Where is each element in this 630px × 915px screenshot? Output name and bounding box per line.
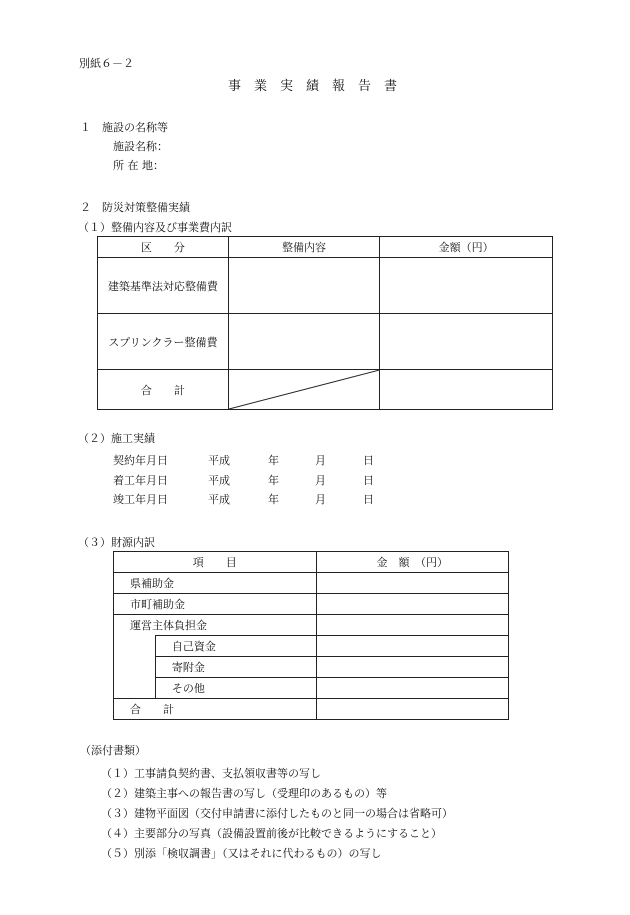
year-label: 年 [268,474,279,487]
table-row [114,678,509,699]
facility-name-label: 施設名称： [113,140,168,153]
completion-date-label: 竣工年月日 [113,493,168,506]
expense-breakdown-table [97,236,553,410]
header-category: 区 分 [98,237,229,258]
attachment-number: 別紙６－２ [79,57,134,70]
row-label: 県補助金 [114,573,317,594]
total-amount-cell[interactable] [316,699,509,720]
total-row [98,370,553,410]
table-row [114,615,509,636]
row-label: 市町補助金 [114,594,317,615]
attachments-heading: （添付書類） [80,744,146,757]
era-label: 平成 [208,474,230,487]
row-label: スプリンクラー整備費 [98,314,229,370]
total-label: 合 計 [114,699,317,720]
subrow-label: その他 [155,678,316,699]
header-amount: 金 額 （円） [316,552,509,573]
indent-spacer [114,636,156,699]
location-label: 所 在 地： [113,159,164,172]
attachment-item: （１）工事請負契約書、支払領収書等の写し [101,767,321,780]
contract-date-label: 契約年月日 [113,454,168,467]
amount-cell[interactable] [380,314,553,370]
diagonal-cell [228,370,380,410]
month-label: 月 [315,474,326,487]
table-row [114,573,509,594]
total-label: 合 計 [98,370,229,410]
amount-cell[interactable] [316,573,509,594]
amount-cell[interactable] [316,657,509,678]
year-label: 年 [268,454,279,467]
amount-cell[interactable] [316,594,509,615]
diagonal-line [229,370,380,409]
day-label: 日 [363,474,374,487]
amount-cell[interactable] [316,615,509,636]
day-label: 日 [363,493,374,506]
page-title: 事業実績報告書 [228,79,411,94]
subrow-label: 自己資金 [155,636,316,657]
year-label: 年 [268,493,279,506]
row-label: 建築基準法対応整備費 [98,258,229,314]
era-label: 平成 [208,454,230,467]
subrow-label: 寄附金 [155,657,316,678]
table-row [98,314,553,370]
table-row [114,657,509,678]
amount-cell[interactable] [316,636,509,657]
funding-table [113,551,509,720]
sub1-heading: （１）整備内容及び事業費内訳 [78,221,232,234]
table-row [98,258,553,314]
total-row [114,699,509,720]
table-row [114,594,509,615]
table-header-row [98,237,553,258]
month-label: 月 [315,454,326,467]
table-header-row [114,552,509,573]
header-item: 項 目 [114,552,317,573]
section1-heading: １ 施設の名称等 [80,121,168,134]
content-cell[interactable] [228,258,380,314]
table-row [114,636,509,657]
attachment-item: （２）建築主事への報告書の写し（受理印のあるもの）等 [101,787,387,800]
content-cell[interactable] [228,314,380,370]
amount-cell[interactable] [316,678,509,699]
row-label: 運営主体負担金 [114,615,317,636]
amount-cell[interactable] [380,258,553,314]
attachment-item: （５）別添「検収調書」（又はそれに代わるもの）の写し [101,847,382,860]
header-content: 整備内容 [228,237,380,258]
section2-heading: ２ 防災対策整備実績 [80,201,190,214]
day-label: 日 [363,454,374,467]
attachment-item: （４）主要部分の写真（設備設置前後が比較できるようにすること） [101,827,442,840]
header-amount: 金額（円） [380,237,553,258]
era-label: 平成 [208,493,230,506]
sub2-heading: （２）施工実績 [78,432,155,445]
attachment-item: （３）建物平面図（交付申請書に添付したものと同一の場合は省略可） [101,807,453,820]
sub3-heading: （３）財源内訳 [78,536,155,549]
month-label: 月 [315,493,326,506]
start-date-label: 着工年月日 [113,474,168,487]
total-amount-cell[interactable] [380,370,553,410]
